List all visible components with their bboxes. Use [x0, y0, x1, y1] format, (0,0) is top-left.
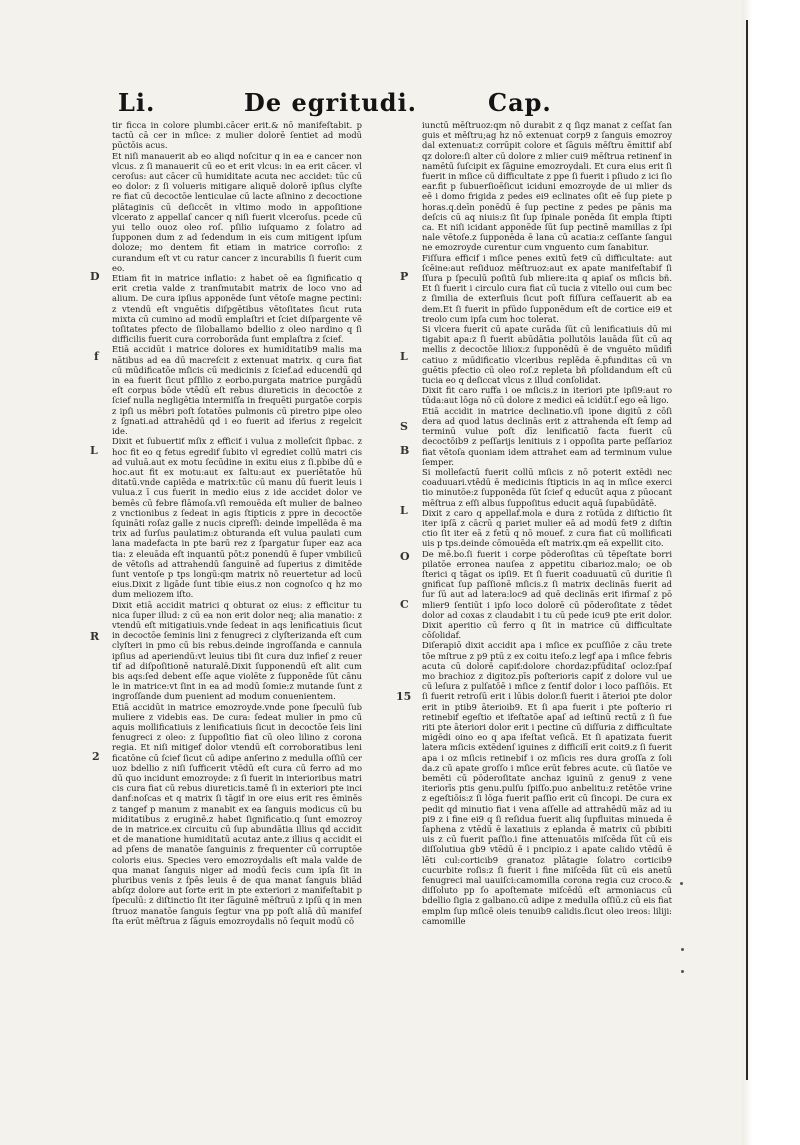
running-title: De egritudi. [244, 88, 418, 117]
paragraph: Et niſi manauerit ab eo aliqd noſcitur q in ea e cancer non vlcus. z ſi manauerit cū eo et erit vlcus: in ea erit cācer. vl ceroſus: aut cācer cū humiditate acuta nec accidet: tūc cū eo dolor: z ſi volueris mitigare aliquē dolorē ipſius clyſte re fiat cū decoctōe lenticulae cū lacte aſinino z decoctione plātaginis cū deſiccēt in vltimo modo in appoſitione vlcerato z appellaſ cancer q niſi fuerit vlceroſus. pcede cū yui tello ouoz oleo roſ. pſilio iuſquamo z ſolatro ad ſupponen dum z ad ſedendum in eis cum mitigent ipſum doloze; mo dentem fit etiam in matrice corroſio: z curandum eſt vt cu ratur cancer z incurabilis ſi fuerit cum eo. [112, 150, 362, 273]
margin-letter: D [90, 270, 100, 283]
text-column-right [422, 120, 672, 1040]
paragraph: Dixit et ſubuertiť mſix z efficiť i vulua z molleſcit ſipbac. z hoc fit eo q fetus egredif ſubito vl egrediet collū matri cis ad vuluā.aut ex motu ſecūdine in exitu eius z ſi.pbibe dū e hoc.aut fit ex motu:aut ex ſaltu:aut ex pueriētatōe hū ditatū.vnde capiēda e matrix:tūc cū manu dū fuerit leuis i vulua.z ī cus fuerit in medio eius z ide accidet dolor ve bemēs cū febre flāmoſa.vſi remouēda eſt mulier de balneo z vnctionibus z ſedeat in agis ſtipticis z ppre in decoctōe ſquināti roſaz galle z nucis cipreſſi: deinde impellēda ē ma trix ad ſurſus paulatim:z obturanda eſt vulua paulati cum lana madefacta in pte barū rez z ſpargatur ſuper eaz aca tia: z eleuāda eſt inquantū pōt:z ponendū ē ſuper vmbilicū de vētoſis ad attrahendū ſanguinē ad ſuperius z dimitēde ſunt ventoſe p tps longū:qm matrix nō reuertetur ad locū eius.Dixit z ligāde ſunt tibie eius.z non cognoſco q hz mo dum meliozem iſto. [112, 436, 362, 600]
margin-letter: C [400, 598, 409, 611]
margin-letter: S [400, 420, 408, 433]
margin-letter: L [400, 350, 408, 363]
text-column-left [112, 120, 362, 1040]
margin-letter: 2 [92, 750, 100, 763]
paragraph: Etiā accidūt i matrice dolores ex humiditatib9 malis ma nātibus ad ea dū macreſcit z extenuat matrix. q cura fiat cū mūdificatōe mſicis cū medicinis z ſcief.ad educendū qd in ea fuerit ſicut pſſilio z eorbo.purgata matrice purgādū eſt corpus bōde vtēdū eſt rebus diureticis in decoctōe z ſcief nulla negligētia intermiſſa in frequēti purgatōe corpis z ipſi us mēbri poſt ſotatōes pulmonis cū piretro pipe oleo z ſgnati.ad attrahēdū qd i eo fuerit ad iferius z regelcit ide. [112, 344, 362, 437]
margin-letter: f [94, 350, 99, 363]
margin-letter: L [90, 444, 98, 457]
margin-letter: L [400, 504, 408, 517]
paragraph: Etiā accidūt in matrice emozroyde.vnde pone ſpeculū ſub muliere z videbis eas. De cura: ſedeat mulier in pmo cū aquis mollificatiuis z lenificatiuis ſicut in decoctōe ſeis lini fenugreci z oleo: z ſuppoſitio fiat cū oleo lilino z corona regia. Et niſi mitigef dolor vtendū eſt corroboratibus leni ficatōne cū ſcief ſicut cū adipe anſerino z medulla oſſiū cer uoz bdellio z niſi ſufficerit vtēdū eſt cura cū ferro ad mo dū quo incidunt emozroyde: z ſi fuerit in interioribus matri cis cura fiat cū rebus diureticis.tamē ſi in exteriori pte inci danf:noſcas et q matrix ſi tāgif in ore eius erit res ēminēs z tangef p manum z manabit ex ea ſanguis modicus cū bu miditatibus z eruginē.z habet ſignificatio.q ſunt emozroy de in matrice.ex circuitu cū ſup abundātia illius qd accidit et de manatione humiditatū acutaz ante.z illius q accidit ei ad pſens de manatōe ſanguinis z frequenter cū corruptōe coloris eius. Species vero emozroydalis eſt mala valde de qua manat ſanguis niger ad modū fecis cum ipſa ſit in pluribus venis z ſpēs leuis ē de qua manat ſanguis bliād abſqz dolore aut ſorte erit in pte exteriori z manifeſtabit p ſpeculū: z diſtinctio ſit iter ſāguinē mēſtruū z ipſū q in men ſtruoz manatōe ſanguis ſegtur vna pp poſt aliā dū manifeſ ſta erūt mēſtrua z ſāguis emozroydalis nō ſequit modū cō [112, 701, 362, 926]
ink-mark [681, 948, 684, 951]
margin-letter: P [400, 270, 409, 283]
paragraph: tir ficca in colore plumbi.cācer erit.& nō manifeſtabit. p tactū cā cer in mſice: z mulier dolorē ſentiet ad modū pūctōis acus. [112, 120, 362, 151]
paragraph: Etiā accidit in matrice declinatio.vſi ipone digitū z cōſi dera ad quod latus declinās erit z attrahenda eſt ſemp ad terminū vulue poſt dīz lenificatiō facta fuerit cū decoctōib9 z peſſarijs lenitiuis z i oppoſita parte peſſarioz fiat vētoſa quoniam idem attrahet eam ad terminum vulue ſemper. [422, 405, 672, 467]
page-edge-shadow [746, 20, 748, 1080]
ink-mark [681, 970, 684, 973]
paragraph: Diſerapiō dixit accidit apa i mſice ex pcuſſiōe z cāu trete tōe mſtrue z p9 ptū z ex coitu iteſo.z legf apa i mſice febris acuta cū dolorē capiť:dolore chordaz:pfūditaſ ocloz:ſpaſ mo brachioz z digitoz.pīs poſterioris capiť z dolore vul ue cū leſura z pulſatōē i mſice z ſentif dolor i loco paſſiōis. Et ſi fuerit retroſū erit i lūbis dolor.ſi fuerit i āterioi pte dolor erit in ptib9 āterioib9. Et ſi apa fuerit i pte poſterio ri retinebif egeſtio et ifeſtatōe apaſ ad ieſtinū rectū z ſi fue riti pte āteriori dolor erit i pectine cū diſſuria z difficultate migēdi oino eo q apa ifeſtat veſicā. Et ſi apatizata fuerit latera mſicis extēdenſ iguines z difficilī erit coit9.z ſi fuerit apa i oz mſicis retinebif i oz mſicis res dura groſſa z ſoli da.z cū apate groſſo i mſice erūt febres acute. cū ſiatōe ve bemēti cū pōderoſitate anchaz iguinū z genu9 z vene iteriorīs ptis genu.pulſu ſpiſſo.puo anbelitu:z retētōe vrine z egeſtiōis:z ſi lōga fuerit paſſio erit cū ſincopi. De cura ex pedit qd minutio fiat i vena aſſelle ad attrahēdū māz ad iu pi9 z i fine ei9 q ſi reſidua fuerit aliq ſupfluitas minueda ē ſaphena z vtēdū ē laxatiuis z eplanda ē matrix cū pbibiti uis z cū fuerit paſſio.i fine attenuatōis miſcēda ſūt cū eis diſſolutiua gb9 vtēdū ē i pncipio.z i apate calido vtēdū ē lēti cul:corticib9 granatoz plātagie ſolatro corticib9 cucurbite roſis:z ſi fuerit i fine miſcēda ſūt cū eis anetū fenugreci mal uauiſci:camomilla corona regia cuz croco.& diſſoluto pp ſo apoſtemate miſcēdū eſt armoniacus cū bdellio ſigia z galbano.cū adipe z medulla oſſiū.z cū eis fiat emplm ſup mſicē oleis tenuib9 calidis.ſicut oleo ireos: liliji: camomille [422, 640, 672, 926]
book-spine [742, 0, 800, 1145]
chapter-label: Cap. [488, 88, 552, 117]
paragraph: Dixit etiā accidit matrici q obturat oz eius: z efficitur tu nica ſuper illud: z cū ea non erit dolor neq; alia manatio: z vtendū eſt mitigatiuis.vnde ſedeat in aqs lenificatiuis ſicut in decoctōe ſeminis lini z fenugreci z clyſterizanda eſt cum clyſteri in pmo cū bis rebus.deinde ingroſſanda e cannula ipſius ad aperiendū:vt leuius tibi ſit cura duz infieſ z reuer tif ad diſpoſitionē naturalē.Dixit ſupponendū eſt alit cum bis aqs:ſed debent eſſe aque violēte z ſupponēde ſūt cānu le in matrice:vt ſint in ea ad modū ſomie:z mutande ſunt z ingroſſande dum puenient ad modum conuenientem. [112, 599, 362, 702]
paragraph: iunctū mēſtruoz:qm nō durabit z q ſiqz manat z ceſſat ſan guis et mēſtru;ag hz nō extenuat corp9 z ſanguis emozroy dal extenuat:z corrūpit colore et ſāguis mēſtru ēmittif abſ qz dolore:ſi alter cū dolore z mlier cui9 mēſtrua retinenf in namētū ſuſcipit ex ſāguine emozroydali. Et cura eius erit ſi fuerit in mſice cū difficultate z ppe ſi fuerit i pſiudo z ici ſio ear.fit p ſubuerſioēſicut iciduni emozroyde de ui mlier ds eē i domo frigida z pedes ei9 eclinates oſit eē ſup piete p horas.q.deīn ponēdū ē ſup pectine z pedes pe pānis ma deſcis cū aq niuis:z ſit ſup ſpinale ponēda ſit empla ſtipti ca. Et niſi icidant apponēde ſūt ſup pectinē mamillas z ſpi nale vētoſe.z ſupponēda ē lana cū acatia:z ceſſante ſangui ne emozroyde curentur cum vnguento cum ſanabitur. [422, 120, 672, 253]
paragraph: Si molleſactū fuerit collū mſicis z nō poterit extēdi nec coaduuari.vtēdū ē medicinis ſtipticis in aq in mſice exerci tio minutōe:z ſupponēda ſūt ſcief q educūt aqua z pūocant mēſtrua z eſſi albus ſuppoſitus educit aquā ſupabūdātē. [422, 466, 672, 508]
paragraph: Dixit z caro q appellaf.mola e dura z rotūda z diſtictio ſit iter ipſā z cācrū q pariet mulier eā ad modū fet9 z diſtin ctio ſit iter eā z fetū q nō mouef. z cura fiat cū mollificati uis p tps.deinde cōmouēda eſt matrix.qm eā expellit cito. [422, 507, 672, 549]
paragraph: Fiſſura efficif i mſice penes exitū fet9 cū difficultate: aut ſcēine:aut reſiduoz mēſtruoz:aut ex apate manifeſtabif ſi ſſura p ſpeculū poſitū ſub mliere:ita q apiaſ os mſicis bñ. Et ſi fuerit i circulo cura fiat cū tucia z vitello oui cum bec z ſimilia de exterſiuis ſicut poſt fiſſura ceſſauerit ab ea dem.Et ſi fuerit in pfūdo ſupponēdum eſt de cortice ei9 et treolo cum ipſa cum hoc tolerat. [422, 252, 672, 324]
margin-letter: 15 [396, 690, 412, 703]
paragraph: Dixit fit caro ruffa i oe mſicis.z in iteriori pte ipſi9:aut ro tūda:aut lōga nō cū dolore z medici eā icidūt.ſ ego eā ligo. [422, 385, 672, 406]
paragraph: Etiam fit in matrice inflatio: z habet oē ea ſignificatio q erit cretia valde z tranſmutabit matrix de loco vno ad alium. De cura ipſius apponēde ſunt vētoſe magne pectini: z vtendū eſt vnguētis diſpgētibus vētoſitates ſicut ruta mixta cū cumino ad modū emplaſtri et ſciet diſpargente vē toſitates pfecto de ſiloballamo bdellio z oleo nardino q ſi difficilis fuerit cura corroborāda ſunt emplaſtra z ſcief. [112, 273, 362, 345]
margin-letter: R [90, 630, 100, 643]
paragraph: De mē.bo.ſi fuerit i corpe pōderoſitas cū tēpeſtate borri pilatōe erronea nauſea z appetitu cibarioz.malo; oe ob ſterici q tāgat os ipſi9. Et ſi fuerit coaduuatū cū duritie ſi gnificat ſup paſſionē mſicis.z ſi matrix declinās fuerit ad ſur ſū aut ad latera:loc9 ad quē declinās erit ifirmaſ z pō mlier9 ſentiūt i ipſo loco dolorē cū pōderoſitate z tēdet dolor ad coxas z claudabit i tu cū pede icu9 pte erit dolor. Dixit aperitio cū ferro q ſit in matrice cū difficultate cōſolidaf. [422, 548, 672, 641]
ink-mark [680, 882, 683, 885]
margin-letter: B [400, 444, 410, 457]
folio-number: Li. [118, 88, 156, 117]
margin-letter: O [400, 550, 410, 563]
paragraph: Si vlcera fuerit cū apate curāda ſūt cū lenificatiuis dū mi tigabit apa:z ſi fuerit abūdātia pollutōis lauāda ſūt cū aq mellis z decoctōe liliox:z ſupponēdū ē de vnguēto mūdifi catiuo z mūdificatio vlceribus replēda ē.pfunditas cū vn guētis pfectio cū oleo roſ.z repleta bñ pſolidandum eſt cū tucia eo q deſiccat vlcus z illud conſolidat. [422, 324, 672, 386]
